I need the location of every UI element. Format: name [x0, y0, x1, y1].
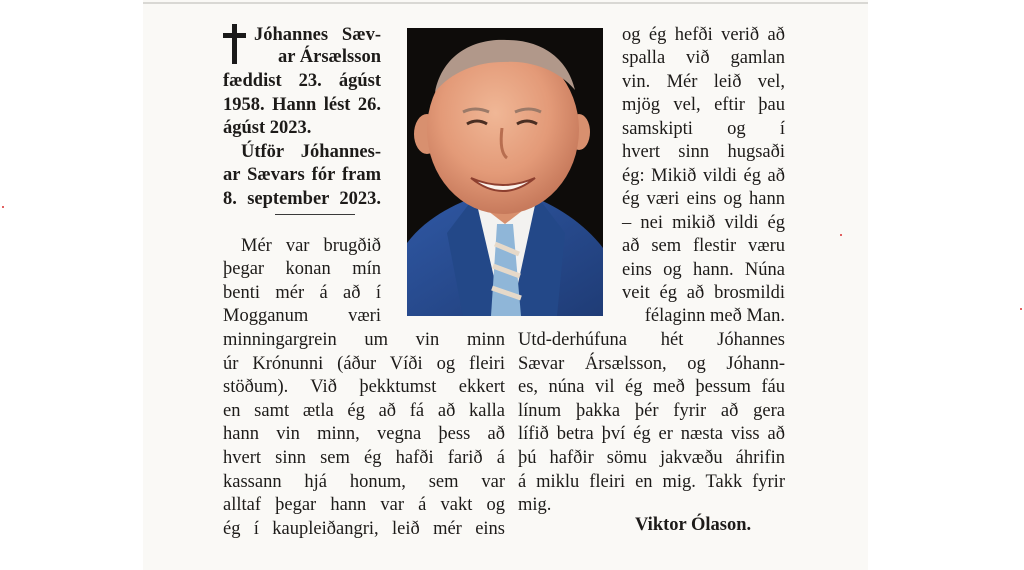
body-line: ég væri eins og hann — [622, 189, 785, 209]
scan-speck — [2, 206, 4, 208]
body-line: að sem flestir væru — [622, 236, 785, 256]
body-line: ég í kaupleiðangri, leið mér eins — [223, 519, 505, 539]
body-line: lífið betra því ég er næsta viss að — [518, 424, 785, 444]
scan-speck — [1020, 308, 1022, 310]
header-line: ágúst 2023. — [223, 118, 312, 138]
body-line: hann vin minn, vegna þess að — [223, 424, 505, 444]
body-line: vin. Mér leið vel, — [622, 72, 785, 92]
header-line: Jóhannes Sæv- — [254, 25, 381, 45]
body-line: alltaf þegar hann var á vakt og — [223, 495, 505, 515]
header-line: ar Ársælsson — [278, 47, 381, 67]
body-line: á miklu fleiri en mig. Takk fyrir — [518, 472, 785, 492]
body-line: úr Krónunni (áður Víði og fleiri — [223, 354, 505, 374]
scan-speck — [840, 234, 842, 236]
body-line: hvert sinn sem ég hafði farið á — [223, 448, 505, 468]
body-line: mig. — [518, 495, 552, 515]
body-line: línum þakka þér fyrir að gera — [518, 401, 785, 421]
author-signature: Viktor Ólason. — [635, 515, 752, 535]
body-line: veit ég að brosmildi — [622, 283, 785, 303]
body-line: þú hafðir sömu jakvæðu áhrifin — [518, 448, 785, 468]
body-line: ég: Mikið vildi ég að — [622, 166, 785, 186]
header-line: fæddist 23. ágúst — [223, 71, 381, 91]
cross-icon — [222, 24, 248, 64]
body-line: Sævar Ársælsson, og Jóhann- — [518, 354, 785, 374]
body-line: en samt ætla ég að fá að kalla — [223, 401, 505, 421]
divider-rule — [275, 214, 355, 215]
body-line: spalla við gamlan — [622, 48, 785, 68]
body-line: samskipti og í — [622, 119, 785, 139]
body-line: Mér var brugðið — [241, 236, 381, 256]
header-line: ar Sævars fór fram — [223, 165, 381, 185]
body-line: eins og hann. Núna — [622, 260, 785, 280]
body-line: – nei mikið vildi ég — [622, 213, 785, 233]
body-line: þegar konan mín — [223, 259, 381, 279]
body-line: stöðum). Við þekktumst ekkert — [223, 377, 505, 397]
header-line: 8. september 2023. — [223, 189, 381, 209]
header-line: 1958. Hann lést 26. — [223, 95, 381, 115]
body-line: hvert sinn hugsaði — [622, 142, 785, 162]
body-line: félaginn með Man. — [644, 306, 785, 326]
body-line: Mogganum væri — [223, 306, 381, 326]
body-line: kassann hjá honum, sem var — [223, 472, 505, 492]
header-line: Útför Jóhannes- — [241, 142, 381, 162]
body-line: og ég hefði verið að — [622, 25, 785, 45]
clipping-top-edge — [143, 2, 868, 4]
portrait-photo — [407, 28, 603, 316]
body-line: es, núna vil ég með þessum fáu — [518, 377, 785, 397]
body-line: mjög vel, eftir þau — [622, 95, 785, 115]
body-line: minningargrein um vin minn — [223, 330, 505, 350]
body-line: Utd-derhúfuna hét Jóhannes — [518, 330, 785, 350]
body-line: benti mér á að í — [223, 283, 381, 303]
